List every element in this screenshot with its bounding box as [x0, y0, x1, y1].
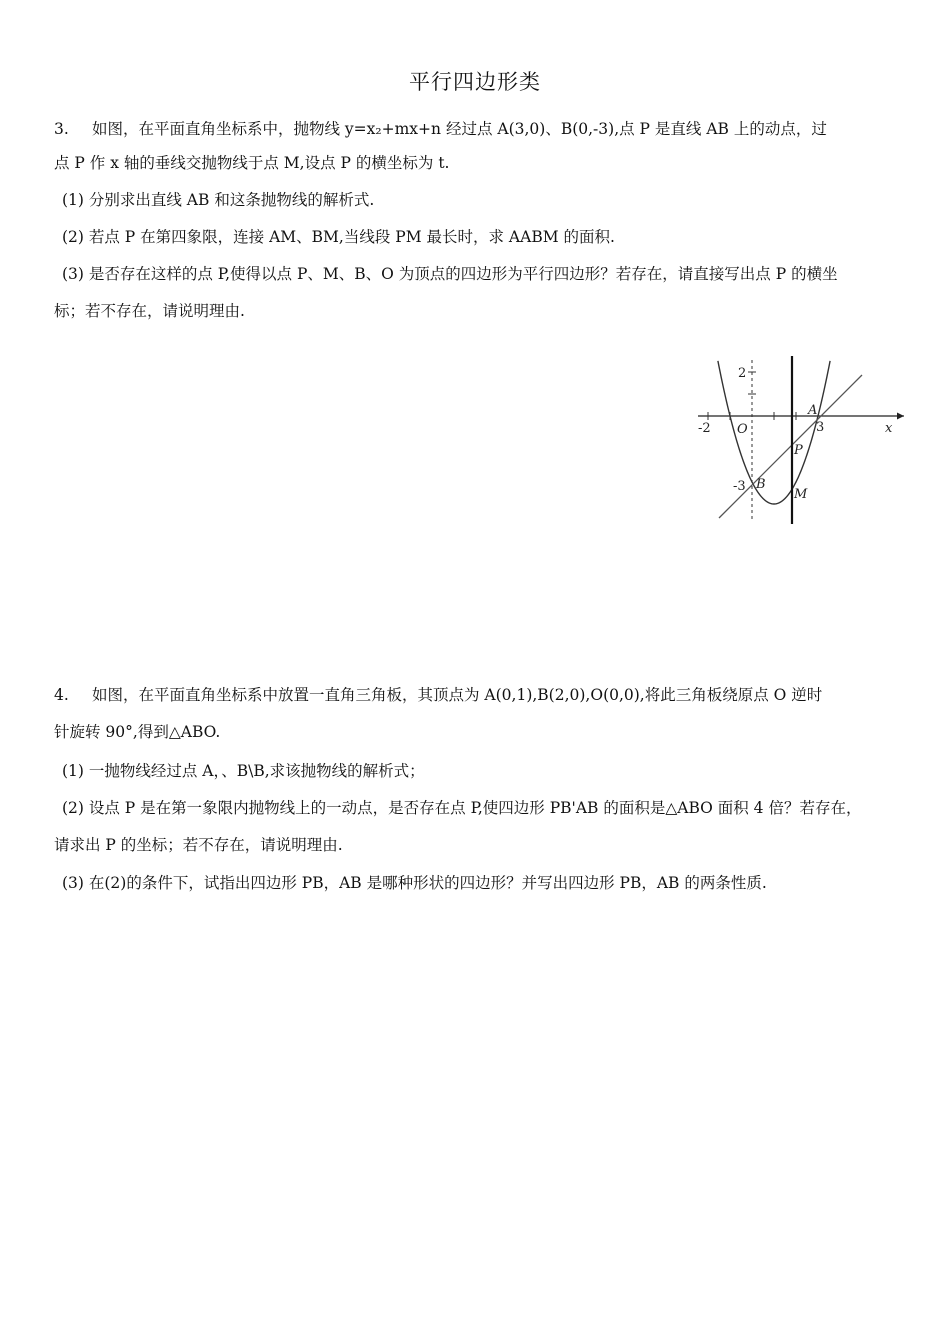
q3-part2: (2) 若点 P 在第四象限，连接 AM、BM,当线段 PM 最长时，求 AABM 的面积.: [62, 228, 615, 246]
q3-part1: (1) 分别求出直线 AB 和这条抛物线的解析式.: [62, 191, 375, 209]
q4-part2-line2: 请求出 P 的坐标；若不存在，请说明理由.: [54, 836, 343, 854]
q3-part3-line1: (3) 是否存在这样的点 P,使得以点 P、M、B、O 为顶点的四边形为平行四边形？若存在，请直接写出点 P 的横坐: [62, 265, 838, 283]
label-point-b: B: [756, 477, 766, 492]
label-x-neg2: -2: [698, 421, 711, 436]
q4-part3: (3) 在(2)的条件下，试指出四边形 PB，AB 是哪种形状的四边形？并写出四边形 PB，AB 的两条性质.: [62, 874, 767, 892]
q4-part2-line1: (2) 设点 P 是在第一象限内抛物线上的一动点，是否存在点 P,使四边形 PB'AB 的面积是△ABO 面积 4 倍？若存在，: [62, 799, 862, 817]
q3-figure: [690, 352, 910, 528]
label-point-a: A: [808, 403, 818, 418]
q4-stem-line2: 针旋转 90°,得到△ABO.: [54, 723, 221, 741]
coordinate-graph: [690, 352, 910, 528]
x-axis-arrow: [897, 413, 904, 420]
label-y2: 2: [738, 366, 747, 381]
label-x3: 3: [816, 420, 825, 435]
line-ab: [719, 375, 862, 518]
q3-number: 3.: [54, 120, 69, 138]
q4-number: 4.: [54, 686, 69, 704]
page-title: 平行四边形类: [409, 70, 541, 94]
q4-line1: [54, 684, 822, 706]
label-point-m: M: [794, 487, 808, 502]
q3-line1: [54, 118, 827, 140]
q3-part3-line2: 标；若不存在，请说明理由.: [54, 302, 245, 320]
label-point-p: P: [794, 443, 803, 458]
label-y-neg3: -3: [733, 479, 746, 494]
label-x-axis: x: [885, 421, 893, 436]
q3-stem-line1: 如图，在平面直角坐标系中，抛物线 y=x₂+mx+n 经过点 A(3,0)、B(0,-3),点 P 是直线 AB 上的动点，过: [92, 120, 827, 138]
q3-stem-line2: 点 P 作 x 轴的垂线交抛物线于点 M,设点 P 的横坐标为 t.: [54, 154, 450, 172]
label-origin-o: O: [737, 422, 748, 437]
q4-part1: (1) 一抛物线经过点 A，、B\B,求该抛物线的解析式；: [62, 762, 425, 780]
q4-stem-line1: 如图，在平面直角坐标系中放置一直角三角板，其顶点为 A(0,1),B(2,0),O(0,0),将此三角板绕原点 O 逆时: [92, 686, 823, 704]
